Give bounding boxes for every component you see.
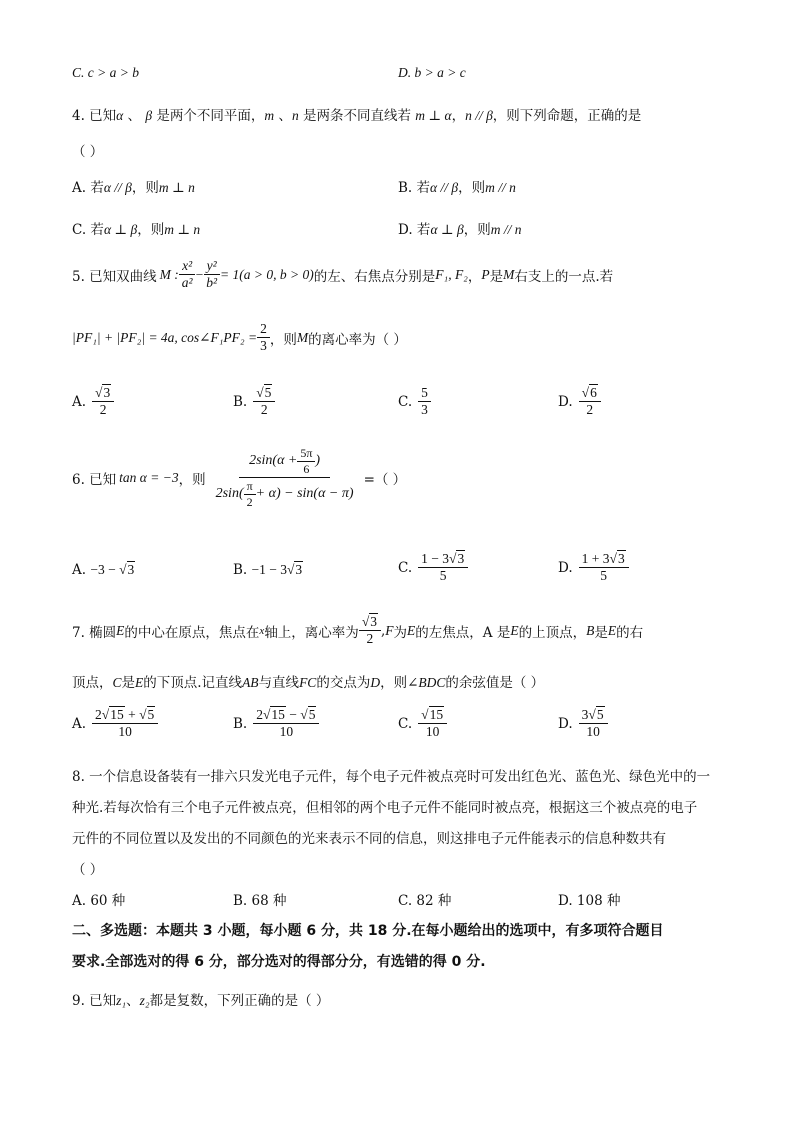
q7-option-a[interactable]: A. $\frac{2√15 + √5}{10}$ — [72, 708, 158, 739]
q4-option-c[interactable]: C. 若α ⊥ β，则m ⊥ n — [72, 222, 201, 238]
q7-option-d[interactable]: D. $\frac{3√5}{10}$ — [558, 708, 608, 739]
q4-option-b[interactable]: B. 若α // β，则m // n — [398, 180, 516, 196]
q6-main-fraction: 2sin(α + $\frac{5\pi}{6}$ ) 2sin( $\frac{\pi}{2}$ + α) − sin(α − π) — [215, 446, 354, 509]
q5-condition: |PF₁| + |PF₂| = 4a, cos∠F₁PF₂ = $\frac{2}{3}$ ，则 M 的离心率为（ ） — [72, 321, 407, 354]
q3-option-c[interactable]: C. c > a > b — [72, 65, 139, 80]
q6-option-d[interactable]: D. $\frac{1 + 3√3}{5}$ — [558, 552, 629, 583]
q5-option-c[interactable]: C. $\frac{5}{3}$ — [398, 386, 431, 417]
q8-stem-line3: 元件的不同位置以及发出的不同颜色的光来表示不同的信息，则这排电子元件能表示的信息种数共有 — [72, 831, 666, 847]
q6-option-a[interactable]: A. −3 − √3 — [72, 562, 135, 578]
section-2-instructions: 要求.全部选对的得 6 分，部分选对的得部分分，有选错的得 0 分. — [72, 954, 486, 970]
q7-option-c[interactable]: C. $\frac{√15}{10}$ — [398, 708, 447, 739]
q4-stem: 4. 已知α 、 β 是两个不同平面，m 、n 是两条不同直线若 m ⊥ α，n // β，则下列命题，正确的是 — [72, 108, 642, 124]
q5-stem: 5. 已知双曲线 M : $\frac{\text{x²}}{\text{a²}}$ − $\frac{\text{y²}}{\text{b²}}$ = 1(a > 0, b > 0) 的左、右焦点分别是 F₁, F₂ ， P 是 M 右支上的一点.若 — [72, 258, 614, 291]
q4-option-d[interactable]: D. 若α ⊥ β，则m // n — [398, 222, 522, 238]
q3-option-d[interactable]: D. b > a > c — [398, 65, 466, 80]
q6-option-b[interactable]: B. −1 − 3√3 — [233, 562, 303, 578]
q5-frac-cos: $\frac{2}{3}$ — [257, 322, 270, 353]
q5-option-d[interactable]: D. $\frac{√6}{2}$ — [558, 386, 601, 417]
q8-stem-line2: 种光.若每次恰有三个电子元件被点亮，但相邻的两个电子元件不能同时被点亮，根据这三个被点亮的电子 — [72, 800, 698, 816]
q6-option-c[interactable]: C. $\frac{1 - 3√3}{5}$ — [398, 552, 468, 583]
q7-stem-line1: 7. 椭圆 E 的中心在原点，焦点在 x 轴上，离心率为 $\frac{√3}{2}$ , F 为 E 的左焦点，A 是 E 的上顶点， B 是 E 的右 — [72, 614, 644, 647]
q5-frac-x: $\frac{\text{x²}}{\text{a²}}$ — [179, 259, 196, 290]
section-2-heading: 二、多选题：本题共 3 小题，每小题 6 分，共 18 分.在每小题给出的选项中，有多项符合题目 — [72, 923, 664, 939]
q8-option-c[interactable]: C. 82 种 — [398, 893, 452, 909]
q5-option-a[interactable]: A. $\frac{√3}{2}$ — [72, 386, 114, 417]
q9-stem: 9. 已知z₁、z₂都是复数，下列正确的是（ ） — [72, 993, 330, 1009]
q6-stem: 6. 已知 tan α = −3 ，则 2sin(α + $\frac{5\pi}{6}$ ) 2sin( $\frac{\pi}{2}$ + α) − sin(α − π) =（ ） — [72, 446, 407, 509]
q5-option-b[interactable]: B. $\frac{√5}{2}$ — [233, 386, 275, 417]
q8-stem-line1: 8. 一个信息设备装有一排六只发光电子元件，每个电子元件被点亮时可发出红色光、蓝色光、绿色光中的一 — [72, 769, 711, 785]
q8-option-b[interactable]: B. 68 种 — [233, 893, 287, 909]
q4-option-a[interactable]: A. 若α // β，则m ⊥ n — [72, 180, 195, 196]
q4-answer-blank: （ ） — [72, 144, 104, 160]
q5-frac-y: $\frac{\text{y²}}{\text{b²}}$ — [203, 259, 220, 290]
q8-option-a[interactable]: A. 60 种 — [72, 893, 126, 909]
q7-option-b[interactable]: B. $\frac{2√15 - √5}{10}$ — [233, 708, 319, 739]
q7-stem-line2: 顶点，C是E的下顶点.记直线AB与直线FC的交点为D，则∠BDC的余弦值是（ ） — [72, 675, 545, 691]
q8-answer-blank: （ ） — [72, 862, 104, 878]
q8-option-d[interactable]: D. 108 种 — [558, 893, 621, 909]
